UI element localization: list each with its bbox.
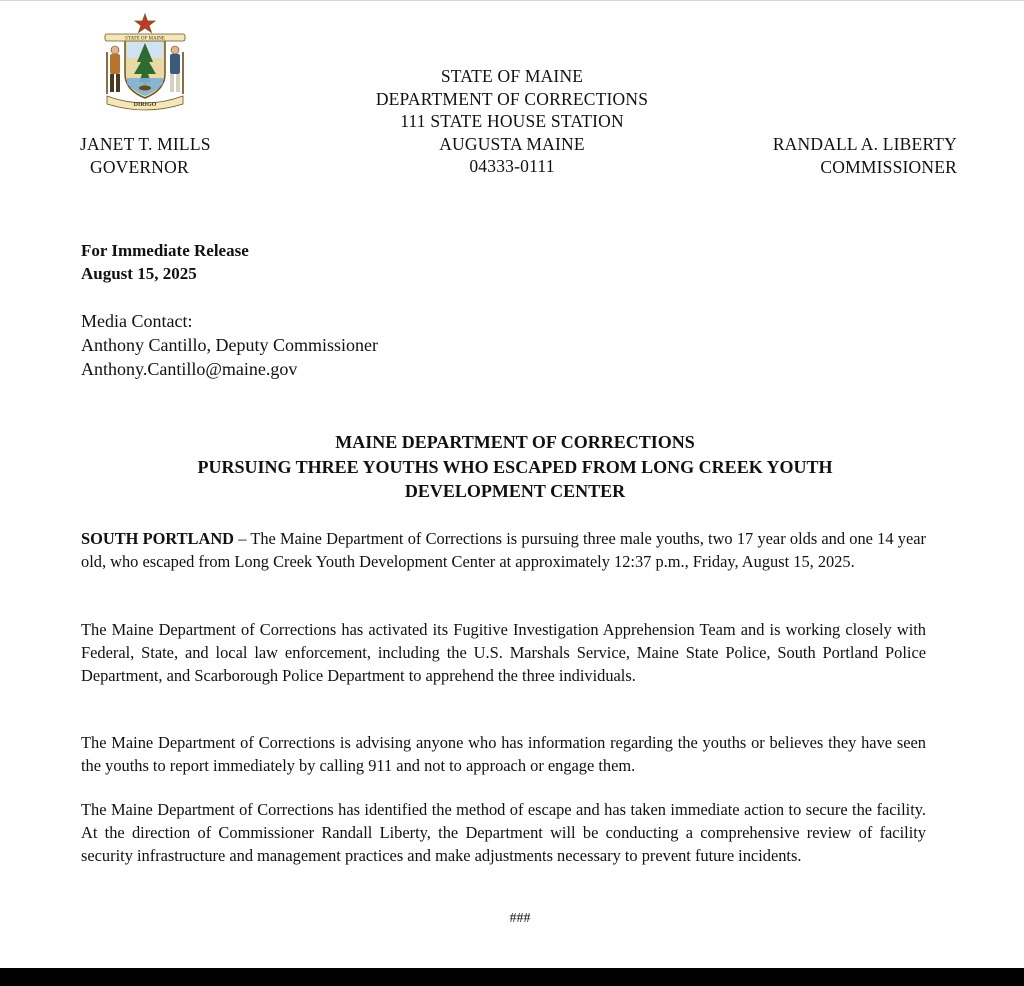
bottom-black-bar — [0, 968, 1024, 986]
zip-code: 04333-0111 — [469, 156, 555, 176]
press-release-headline — [80, 430, 950, 504]
svg-text:STATE OF MAINE: STATE OF MAINE — [125, 36, 165, 42]
maine-state-seal — [97, 12, 193, 114]
body-paragraph-1 — [81, 528, 926, 574]
department-name: DEPARTMENT OF CORRECTIONS — [375, 88, 649, 109]
body-paragraph-2: The Maine Department of Corrections has activated its Fugitive Investigation Apprehension Team and is working closely with Federal, State, and local law enforcement, including the U.S. Marshals Service, Maine State Police, South Portland Police Department, and Scarborough Police Department to apprehend the three individuals. — [81, 620, 926, 685]
headline-line-1: MAINE DEPARTMENT OF CORRECTIONS — [335, 432, 695, 452]
end-mark: ### — [509, 911, 531, 926]
release-label: For Immediate Release — [81, 241, 249, 260]
media-contact-email[interactable]: Anthony.Cantillo@maine.gov — [81, 359, 298, 379]
release-date: August 15, 2025 — [81, 263, 197, 283]
dateline: SOUTH PORTLAND — [81, 529, 234, 548]
headline-line-2: PURSUING THREE YOUTHS WHO ESCAPED FROM LONG CREEK YOUTH — [197, 456, 833, 477]
body-paragraph-4: The Maine Department of Corrections has identified the method of escape and has taken immediate action to secure the facility. At the direction of Commissioner Randall Liberty, the Department will be conducting a comprehensive review of facility security infrastructure and management practices and make adjustments necessary to prevent future incidents. — [81, 800, 926, 865]
paragraph-1-text: – The Maine Department of Corrections is pursuing three male youths, two 17 year olds and one 14 year old, who escaped from Long Creek Youth Development Center at approximately 12:37 p.m., Friday, August 15, 2025. — [81, 529, 926, 571]
city-line: AUGUSTA MAINE — [439, 133, 585, 154]
commissioner-title: COMMISSIONER — [820, 156, 957, 177]
body-paragraph-3: The Maine Department of Corrections is advising anyone who has information regarding the youths or believes they have seen the youths to report immediately by calling 911 and not to approach or engage them. — [81, 733, 926, 775]
top-edge — [0, 0, 1024, 1]
commissioner-block — [700, 133, 957, 178]
letterhead-center — [262, 65, 762, 178]
governor-name: JANET T. MILLS — [80, 134, 211, 154]
address-line: 111 STATE HOUSE STATION — [400, 111, 624, 131]
commissioner-name: RANDALL A. LIBERTY — [772, 134, 957, 154]
svg-text:DIRIGO: DIRIGO — [133, 102, 157, 108]
media-contact-name: Anthony Cantillo, Deputy Commissioner — [81, 335, 378, 355]
media-contact-block — [81, 309, 378, 381]
seal-star — [135, 14, 155, 33]
release-block — [81, 240, 249, 285]
governor-block — [80, 133, 250, 178]
media-contact-label: Media Contact: — [81, 311, 193, 331]
headline-line-3: DEVELOPMENT CENTER — [404, 481, 626, 501]
governor-title: GOVERNOR — [90, 156, 189, 177]
state-name: STATE OF MAINE — [440, 66, 584, 86]
